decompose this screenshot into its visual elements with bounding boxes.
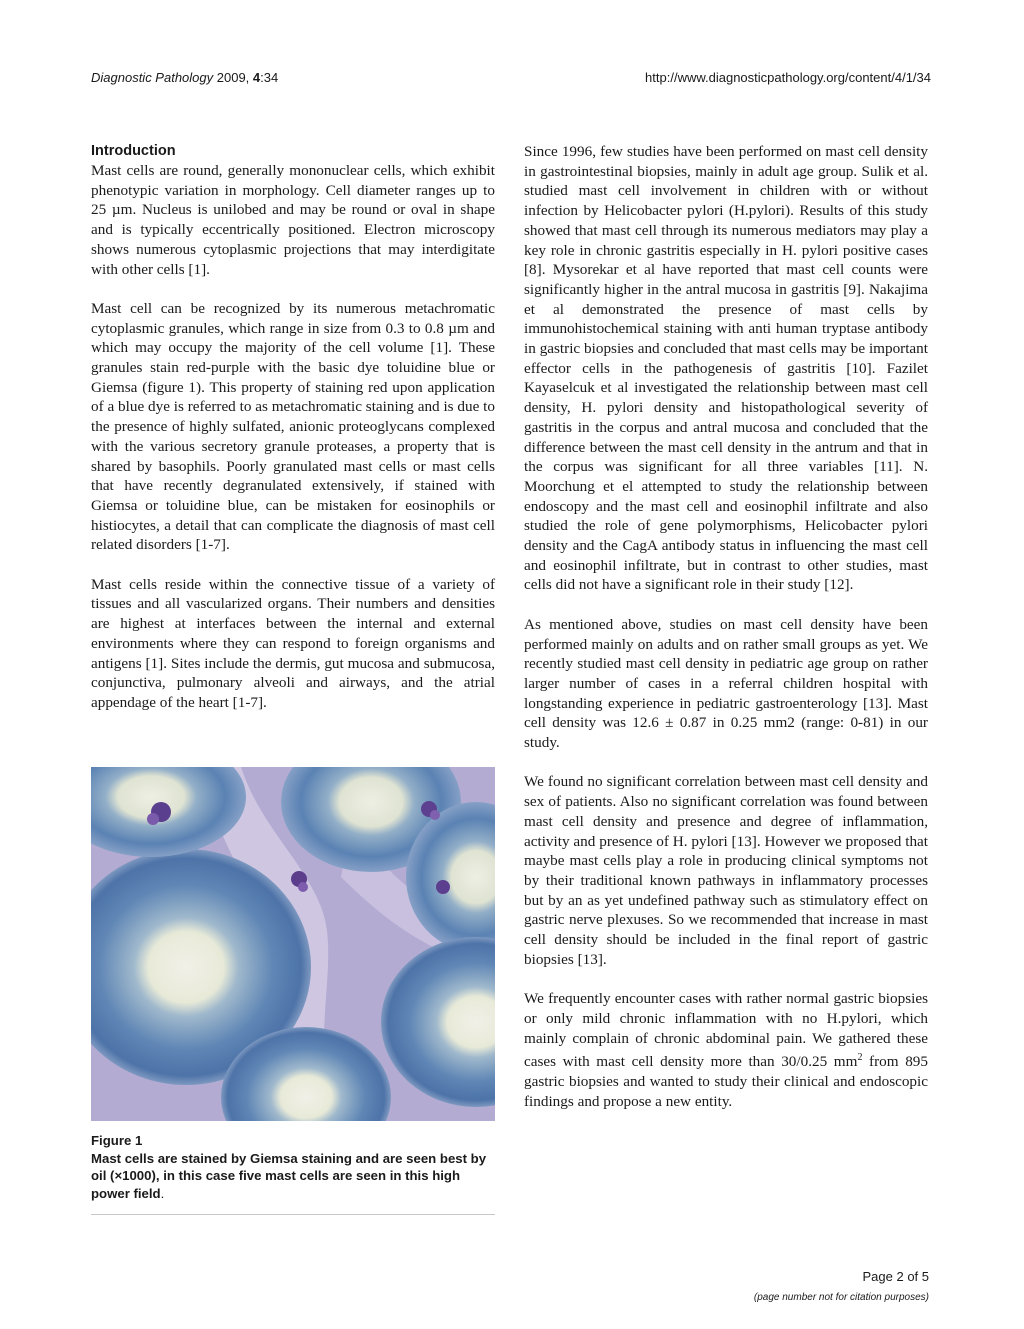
caption-divider — [91, 1214, 495, 1215]
journal-volume: 4 — [252, 70, 261, 85]
journal-citation — [91, 70, 278, 85]
paragraph: Since 1996, few studies have been performed on mast cell density in gastrointestinal biopsies, mainly in adult age group. Sulik et al. studied mast cell involvement in children with or without infection by Helicobacter pylori (H.pylori). Results of this study showed that mast cell through its numerous mediators may play a key role in chronic gastritis especially in H. pylori positive cases [8]. Mysorekar et al have reported that mast cell counts were significantly higher in the antral mucosa in gastritis [9]. Nakajima et al demonstrated the presence of mast cells by immunohistochemical staining with anti human tryptase antibody in gastric biopsies and concluded that mast cells may be important effector cells in the pathogenesis of gastritis [10]. Fazilet Kayaselcuk et al investigated the relationship between mast cell density, H. pylori density and histopathological severity of gastritis in the corpus and antral mucosa and concluded that the difference between the mast cell density in the antrum and that in the corpus was significant for all three variables [11]. N. Moorchung et el attempted to study the relationship between endoscopy and the mast cell and eosinophil infiltrate and also studied the role of gene polymorphisms, Helicobacter pylori density and the CagA antibody status in influencing the mast cell and eosinophil infiltrate, but in contrast to other studies, mast cells did not have a significant role in their study [12]. — [524, 143, 928, 594]
page-number-note: (page number not for citation purposes) — [753, 1292, 929, 1303]
left-column — [91, 142, 495, 732]
section-heading-introduction: Introduction — [91, 143, 176, 159]
micrograph-figure-1 — [91, 767, 495, 1121]
paragraph: Mast cell can be recognized by its numerous metachromatic cytoplasmic granules, which range in size from 0.3 to 0.8 µm and which may occupy the majority of the cell volume [1]. These granules stain red-purple with the basic dye toluidine blue or Giemsa (figure 1). This property of staining red upon application of a blue dye is referred to as metachromatic staining and is due to the presence of highly sulfated, anionic proteoglycans complexed with the various secretory granule proteases, a property that is shared by basophils. Poorly granulated mast cells or mast cells that have recently degranulated extensively, if stained with Giemsa or toluidine blue, can be mistaken for eosinophils or histiocytes, a detail that can complicate the diagnosis of mast cell related disorders [1-7]. — [91, 299, 495, 554]
figure-label: Figure 1 — [91, 1133, 143, 1148]
paragraph: As mentioned above, studies on mast cell density have been performed mainly on adults and on rather small groups as yet. We recently studied mast cell density in pediatric age group on rather larger number of cases in a referral children hospital with longstanding experience in pediatric gastroenterology [13]. Mast cell density was 12.6 ± 0.87 in 0.25 mm2 (range: 0-81) in our study. — [524, 615, 928, 752]
page-number: Page 2 of 5 — [862, 1269, 929, 1284]
caption-period: . — [160, 1185, 165, 1201]
journal-name: Diagnostic Pathology — [91, 70, 214, 85]
article-url-link[interactable]: http://www.diagnosticpathology.org/content/4/1/34 — [645, 70, 931, 85]
superscript: 2 — [857, 1052, 863, 1064]
right-column — [524, 142, 928, 1131]
paragraph: Mast cells are round, generally mononuclear cells, which exhibit phenotypic variation in morphology. Cell diameter ranges up to 25 µm. Nucleus is unilobed and may be round or oval in shape and is typically eccentrically positioned. Electron microscopy shows numerous cytoplasmic projections that may interdigitate with other cells [1]. — [91, 162, 495, 278]
paragraph: Mast cells reside within the connective tissue of a variety of tissues and all vascularized organs. Their numbers and densities are highest at interfaces between the internal and external environments where they can respond to foreign organisms and antigens [1]. Sites include the dermis, gut mucosa and submucosa, conjunctiva, pulmonary alveoli and airways, and the atrial appendage of the heart [1-7]. — [91, 575, 495, 711]
journal-year: 2009, — [213, 70, 253, 85]
journal-article: :34 — [260, 70, 279, 85]
figure-caption-text — [91, 1150, 495, 1203]
caption-body: Mast cells are stained by Giemsa staining and are seen best by oil (×1000), in this case five mast cells are seen in this high power field — [91, 1150, 487, 1201]
paragraph — [524, 989, 928, 1111]
paragraph-text: We frequently encounter cases with rather normal gastric biopsies or only mild chronic inflammation with no H.pylori, which mainly complain of chronic abdominal pain. We gathered these cases with mast cell density more than 30/0.25 mm — [524, 990, 928, 1071]
page-header — [91, 70, 931, 88]
paragraph: We found no significant correlation between mast cell density and sex of patients. Also no significant correlation was found between mast cell density and presence and degree of inflammation, activity and presence of H. pylori [13]. However we proposed that maybe mast cells play a role in producing clinical symptoms not by their traditional known pathways in inflammatory processes but by an as yet undefined pathway such as stimulatory effect on gastric nerve plexuses. So we recommended that increase in mast cell density should be included in the final report of gastric biopsies [13]. — [524, 773, 928, 968]
paragraph-text: from 895 gastric biopsies and wanted to study their clinical and endoscopic findings and propose a new entity. — [524, 1053, 928, 1110]
figure-caption — [91, 1132, 495, 1202]
